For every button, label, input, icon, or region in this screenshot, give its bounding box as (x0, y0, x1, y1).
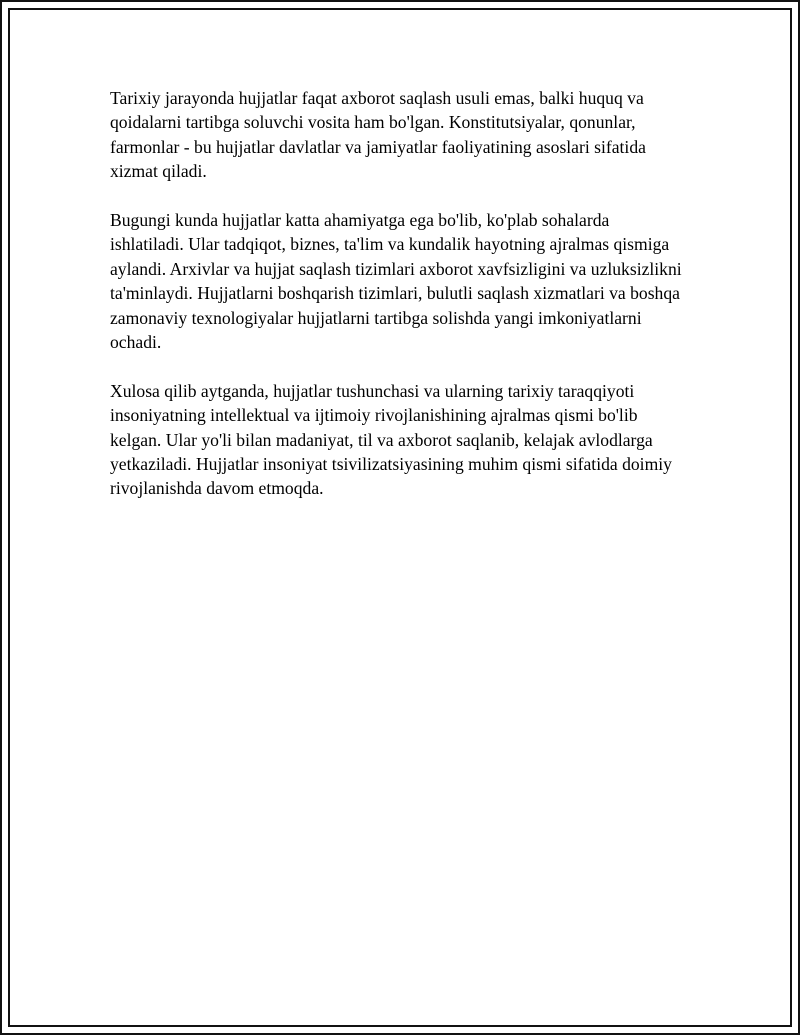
document-body (110, 86, 685, 525)
paragraph-2: Bugungi kunda hujjatlar katta ahamiyatga ega bo'lib, ko'plab sohalarda ishlatiladi. Ular tadqiqot, biznes, ta'lim va kundalik hayotning ajralmas qismiga aylandi. Arxivlar va hujjat saqlash tizimlari axborot xavfsizligini va uzluksizlikni ta'minlaydi. Hujjatlarni boshqarish tizimlari, bulutli saqlash xizmatlari va boshqa zamonaviy texnologiyalar hujjatlarni tartibga solishda yangi imkoniyatlarni ochadi. (110, 210, 682, 353)
paragraph-1: Tarixiy jarayonda hujjatlar faqat axborot saqlash usuli emas, balki huquq va qoidalarni tartibga soluvchi vosita ham bo'lgan. Konstitutsiyalar, qonunlar, farmonlar - bu hujjatlar davlatlar va jamiyatlar faoliyatining asoslari sifatida xizmat qiladi. (110, 88, 646, 182)
paragraph-3: Xulosa qilib aytganda, hujjatlar tushunchasi va ularning tarixiy taraqqiyoti insoniyatning intellektual va ijtimoiy rivojlanishining ajralmas qismi bo'lib kelgan. Ular yo'li bilan madaniyat, til va axborot saqlanib, kelajak avlodlarga yetkaziladi. Hujjatlar insoniyat tsivilizatsiyasining muhim qismi sifatida doimiy rivojlanishda davom etmoqda. (110, 380, 672, 499)
